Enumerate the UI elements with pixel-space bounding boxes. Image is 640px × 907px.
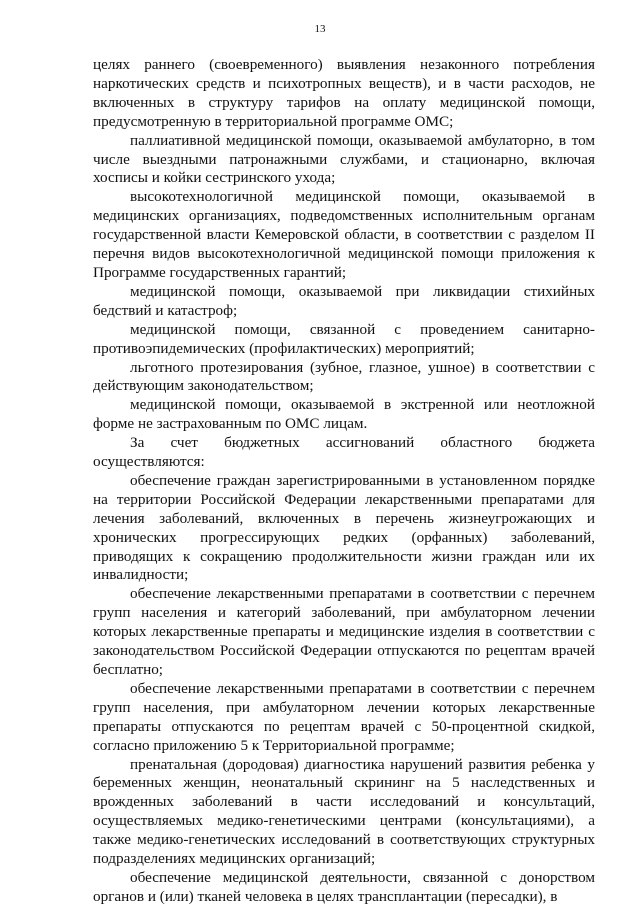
paragraph-prosthetics: льготного протезирования (зубное, глазное, ушное) в соответствии с действующим законодательством; [93,358,595,395]
paragraph-disaster-care: медицинской помощи, оказываемой при ликвидации стихийных бедствий и катастроф; [93,282,595,319]
paragraph-prenatal-diagnostics: пренатальная (дородовая) диагностика нарушений развития ребенка у беременных женщин, неонатальный скрининг на 5 наследственных и врожденных заболеваний в части исследований и консультаций, осуществляемых медико-генетическими центрами (консультациями), а также медико-генетических исследований в соответствующих структурных подразделениях медицинских организаций; [93,755,595,868]
paragraph-orphan-drugs: обеспечение граждан зарегистрированными в установленном порядке на территории Российской Федерации лекарственными препаратами для лечения заболеваний, включенных в перечень жизнеугрожающих и хронических прогрессирующих редких (орфанных) заболеваний, приводящих к сокращению продолжительности жизни граждан или их инвалидности; [93,471,595,584]
paragraph-organ-donation: обеспечение медицинской деятельности, связанной с донорством органов и (или) тканей человека в целях трансплантации (пересадки), в [93,868,595,905]
paragraph-emergency-care: медицинской помощи, оказываемой в экстренной или неотложной форме не застрахованным по ОМС лицам. [93,396,595,433]
paragraph-high-tech-care: высокотехнологичной медицинской помощи, оказываемой в медицинских организациях, подведомственных исполнительным органам государственной власти Кемеровской области, в соответствии с разделом II перечня видов высокотехнологичной медицинской помощи приложения к Программе государственных гарантий; [93,188,595,281]
document-body [93,56,595,907]
page-number: 13 [314,23,326,35]
paragraph-sanitary-measures: медицинской помощи, связанной с проведением санитарно-противоэпидемических (профилактических) мероприятий; [93,320,595,357]
paragraph-budget-heading: За счет бюджетных ассигнований областного бюджета осуществляются: [93,434,595,471]
paragraph-palliative-care: паллиативной медицинской помощи, оказываемой амбулаторно, в том числе выездными патронажными службами, и стационарно, включая хосписы и койки сестринского ухода; [93,131,595,187]
paragraph-free-prescriptions: обеспечение лекарственными препаратами в соответствии с перечнем групп населения и категорий заболеваний, при амбулаторном лечении которых лекарственные препараты и медицинские изделия в соответствии с законодательством Российской Федерации отпускаются по рецептам врачей бесплатно; [93,585,595,678]
paragraph-continuation: целях раннего (своевременного) выявления незаконного потребления наркотических средств и психотропных веществ), и в части расходов, не включенных в структуру тарифов на оплату медицинской помощи, предусмотренную в территориальной программе ОМС; [93,56,595,130]
paragraph-discount-prescriptions: обеспечение лекарственными препаратами в соответствии с перечнем групп населения, при амбулаторном лечении которых лекарственные препараты отпускаются по рецептам врачей с 50-процентной скидкой, согласно приложению 5 к Территориальной программе; [93,679,595,754]
